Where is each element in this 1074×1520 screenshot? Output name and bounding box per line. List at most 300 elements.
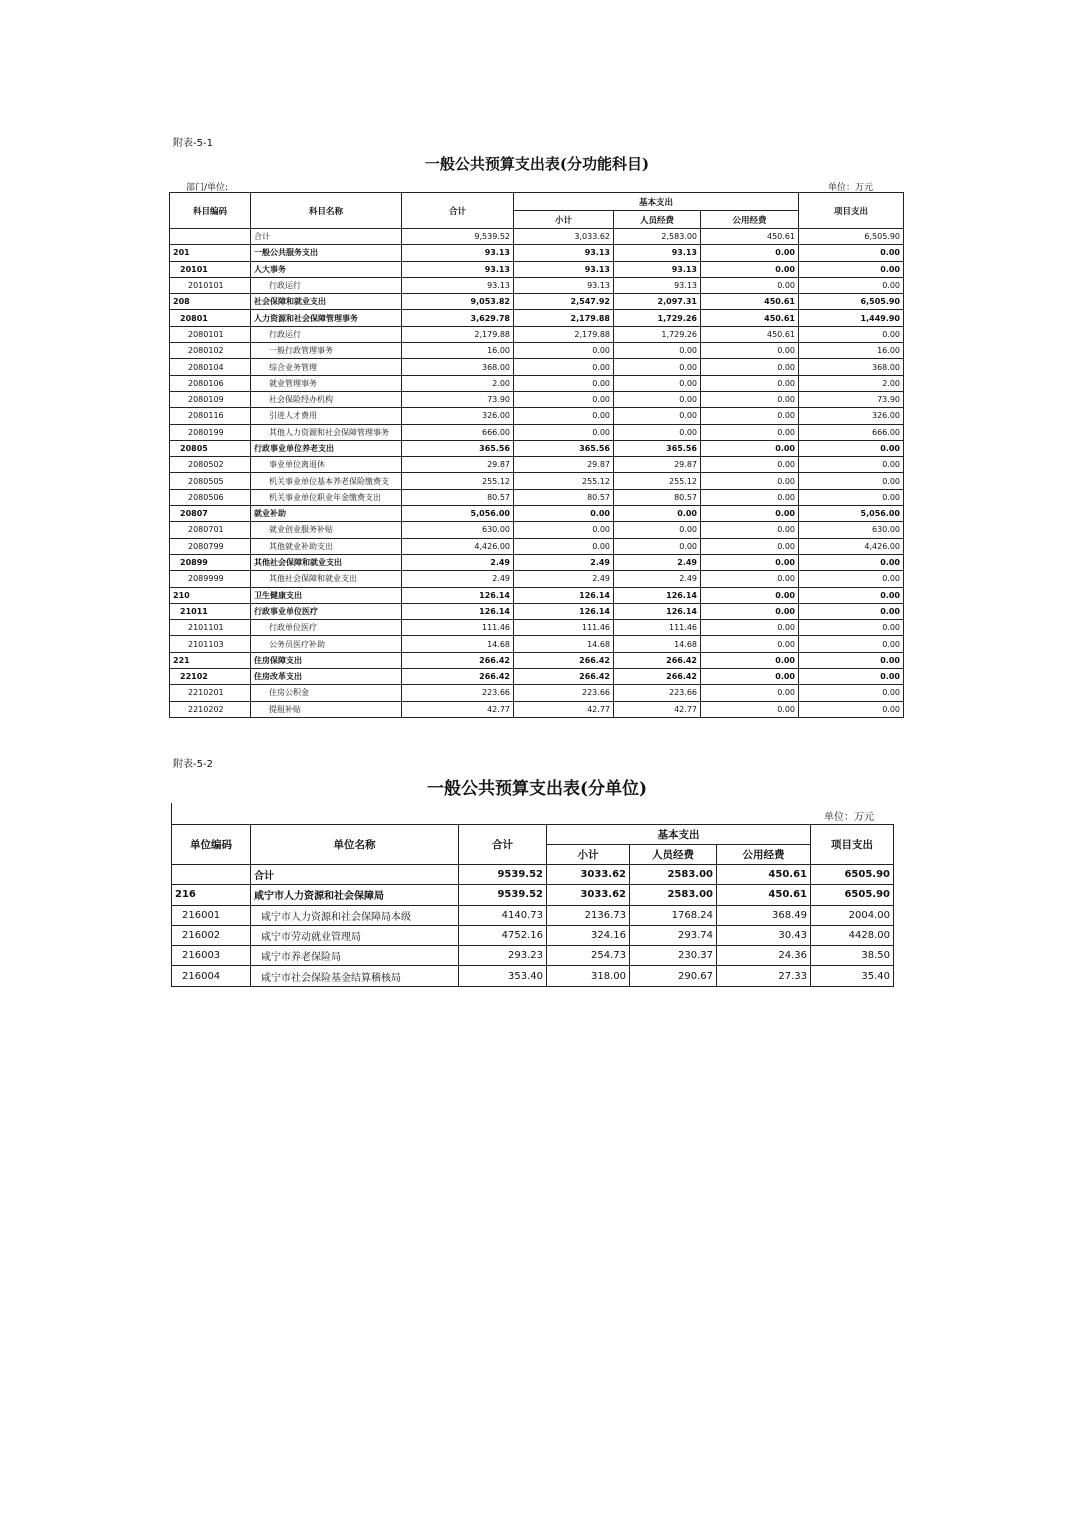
header-name: 科目名称 bbox=[251, 193, 402, 229]
project-cell: 0.00 bbox=[799, 571, 904, 587]
table-row bbox=[170, 652, 904, 668]
total-cell: 80.57 bbox=[402, 489, 514, 505]
subtotal-cell: 365.56 bbox=[514, 440, 614, 456]
name-cell: 一般行政管理事务 bbox=[251, 343, 402, 359]
table-row bbox=[170, 489, 904, 505]
code-cell: 216001 bbox=[172, 905, 251, 925]
header-name: 单位名称 bbox=[251, 825, 459, 865]
table-row bbox=[170, 506, 904, 522]
project-cell: 0.00 bbox=[799, 326, 904, 342]
code-cell: 216 bbox=[172, 885, 251, 905]
subtotal-cell: 126.14 bbox=[514, 603, 614, 619]
header-basic: 基本支出 bbox=[547, 825, 811, 845]
project-cell: 630.00 bbox=[799, 522, 904, 538]
public-cell: 0.00 bbox=[701, 375, 799, 391]
name-cell: 其他社会保障和就业支出 bbox=[251, 554, 402, 570]
table-row bbox=[170, 636, 904, 652]
project-cell: 0.00 bbox=[799, 620, 904, 636]
project-cell: 4428.00 bbox=[811, 925, 894, 945]
table-row bbox=[172, 905, 894, 925]
name-cell: 合计 bbox=[251, 865, 459, 885]
subtotal-cell: 0.00 bbox=[514, 359, 614, 375]
subtotal-cell: 0.00 bbox=[514, 391, 614, 407]
personnel-cell: 126.14 bbox=[614, 587, 701, 603]
table-row bbox=[170, 359, 904, 375]
code-cell: 20805 bbox=[170, 440, 251, 456]
subtotal-cell: 2,179.88 bbox=[514, 326, 614, 342]
public-cell: 0.00 bbox=[701, 701, 799, 717]
subtotal-cell: 255.12 bbox=[514, 473, 614, 489]
total-cell: 266.42 bbox=[402, 652, 514, 668]
subtotal-cell: 2.49 bbox=[514, 554, 614, 570]
personnel-cell: 230.37 bbox=[630, 946, 717, 966]
project-cell: 0.00 bbox=[799, 473, 904, 489]
subtotal-cell: 3033.62 bbox=[547, 865, 630, 885]
name-cell: 咸宁市社会保险基金结算稽核局 bbox=[251, 966, 459, 986]
subtotal-cell: 0.00 bbox=[514, 408, 614, 424]
total-cell: 4752.16 bbox=[459, 925, 547, 945]
public-cell: 0.00 bbox=[701, 489, 799, 505]
project-cell: 0.00 bbox=[799, 245, 904, 261]
personnel-cell: 0.00 bbox=[614, 424, 701, 440]
table-row bbox=[170, 277, 904, 293]
project-cell: 16.00 bbox=[799, 343, 904, 359]
public-cell: 0.00 bbox=[701, 603, 799, 619]
name-cell: 就业管理事务 bbox=[251, 375, 402, 391]
public-cell: 450.61 bbox=[701, 326, 799, 342]
project-cell: 6505.90 bbox=[811, 865, 894, 885]
table-row bbox=[170, 457, 904, 473]
project-cell: 0.00 bbox=[799, 669, 904, 685]
name-cell: 事业单位离退休 bbox=[251, 457, 402, 473]
total-cell: 93.13 bbox=[402, 261, 514, 277]
public-cell: 0.00 bbox=[701, 359, 799, 375]
budget-table-by-function bbox=[169, 192, 904, 718]
code-cell: 2101103 bbox=[170, 636, 251, 652]
name-cell: 住房改革支出 bbox=[251, 669, 402, 685]
header-public: 公用经费 bbox=[717, 845, 811, 865]
table-row bbox=[170, 440, 904, 456]
personnel-cell: 290.67 bbox=[630, 966, 717, 986]
personnel-cell: 14.68 bbox=[614, 636, 701, 652]
personnel-cell: 93.13 bbox=[614, 277, 701, 293]
name-cell: 住房公积金 bbox=[251, 685, 402, 701]
table1-body bbox=[170, 229, 904, 718]
name-cell: 机关事业单位基本养老保险缴费支 bbox=[251, 473, 402, 489]
personnel-cell: 2,583.00 bbox=[614, 229, 701, 245]
personnel-cell: 255.12 bbox=[614, 473, 701, 489]
project-cell: 6,505.90 bbox=[799, 294, 904, 310]
subtotal-cell: 2.49 bbox=[514, 571, 614, 587]
subtotal-cell: 93.13 bbox=[514, 245, 614, 261]
subtotal-cell: 80.57 bbox=[514, 489, 614, 505]
name-cell: 行政单位医疗 bbox=[251, 620, 402, 636]
public-cell: 0.00 bbox=[701, 391, 799, 407]
personnel-cell: 2583.00 bbox=[630, 885, 717, 905]
table-row bbox=[170, 587, 904, 603]
header-code: 科目编码 bbox=[170, 193, 251, 229]
name-cell: 合计 bbox=[251, 229, 402, 245]
code-cell: 20801 bbox=[170, 310, 251, 326]
subtotal-cell: 0.00 bbox=[514, 375, 614, 391]
code-cell: 2210201 bbox=[170, 685, 251, 701]
total-cell: 111.46 bbox=[402, 620, 514, 636]
total-cell: 126.14 bbox=[402, 603, 514, 619]
personnel-cell: 111.46 bbox=[614, 620, 701, 636]
personnel-cell: 2.49 bbox=[614, 571, 701, 587]
total-cell: 93.13 bbox=[402, 245, 514, 261]
header-code: 单位编码 bbox=[172, 825, 251, 865]
code-cell: 2080505 bbox=[170, 473, 251, 489]
total-cell: 353.40 bbox=[459, 966, 547, 986]
project-cell: 326.00 bbox=[799, 408, 904, 424]
table-row bbox=[170, 669, 904, 685]
public-cell: 450.61 bbox=[717, 865, 811, 885]
name-cell: 其他人力资源和社会保障管理事务 bbox=[251, 424, 402, 440]
public-cell: 0.00 bbox=[701, 343, 799, 359]
table-row bbox=[172, 946, 894, 966]
total-cell: 9539.52 bbox=[459, 865, 547, 885]
project-cell: 6505.90 bbox=[811, 885, 894, 905]
total-cell: 2.00 bbox=[402, 375, 514, 391]
project-cell: 35.40 bbox=[811, 966, 894, 986]
budget-table-by-unit bbox=[171, 824, 894, 987]
name-cell: 咸宁市人力资源和社会保障局本级 bbox=[251, 905, 459, 925]
project-cell: 5,056.00 bbox=[799, 506, 904, 522]
table-row bbox=[170, 571, 904, 587]
public-cell: 0.00 bbox=[701, 277, 799, 293]
personnel-cell: 29.87 bbox=[614, 457, 701, 473]
personnel-cell: 0.00 bbox=[614, 506, 701, 522]
header-subtotal: 小计 bbox=[514, 211, 614, 229]
total-cell: 16.00 bbox=[402, 343, 514, 359]
personnel-cell: 223.66 bbox=[614, 685, 701, 701]
personnel-cell: 1768.24 bbox=[630, 905, 717, 925]
header-personnel: 人员经费 bbox=[614, 211, 701, 229]
personnel-cell: 0.00 bbox=[614, 375, 701, 391]
table-row bbox=[170, 375, 904, 391]
code-cell: 2080116 bbox=[170, 408, 251, 424]
table-row bbox=[170, 701, 904, 717]
total-cell: 266.42 bbox=[402, 669, 514, 685]
table-row bbox=[172, 925, 894, 945]
total-cell: 2,179.88 bbox=[402, 326, 514, 342]
personnel-cell: 1,729.26 bbox=[614, 326, 701, 342]
personnel-cell: 293.74 bbox=[630, 925, 717, 945]
code-cell: 208 bbox=[170, 294, 251, 310]
total-cell: 326.00 bbox=[402, 408, 514, 424]
name-cell: 咸宁市养老保险局 bbox=[251, 946, 459, 966]
project-cell: 666.00 bbox=[799, 424, 904, 440]
public-cell: 0.00 bbox=[701, 261, 799, 277]
header-project: 项目支出 bbox=[811, 825, 894, 865]
code-cell bbox=[170, 229, 251, 245]
subtotal-cell: 93.13 bbox=[514, 261, 614, 277]
public-cell: 0.00 bbox=[701, 685, 799, 701]
total-cell: 223.66 bbox=[402, 685, 514, 701]
subtotal-cell: 0.00 bbox=[514, 343, 614, 359]
name-cell: 一般公共服务支出 bbox=[251, 245, 402, 261]
total-cell: 368.00 bbox=[402, 359, 514, 375]
name-cell: 其他社会保障和就业支出 bbox=[251, 571, 402, 587]
total-cell: 126.14 bbox=[402, 587, 514, 603]
project-cell: 6,505.90 bbox=[799, 229, 904, 245]
table1-title: 一般公共预算支出表(分功能科目) bbox=[424, 155, 650, 173]
total-cell: 4,426.00 bbox=[402, 538, 514, 554]
public-cell: 450.61 bbox=[701, 229, 799, 245]
code-cell: 2080104 bbox=[170, 359, 251, 375]
personnel-cell: 365.56 bbox=[614, 440, 701, 456]
table-row bbox=[170, 245, 904, 261]
header-subtotal: 小计 bbox=[547, 845, 630, 865]
subtotal-cell: 14.68 bbox=[514, 636, 614, 652]
table2-title: 一般公共预算支出表(分单位) bbox=[426, 779, 648, 799]
personnel-cell: 93.13 bbox=[614, 261, 701, 277]
total-cell: 29.87 bbox=[402, 457, 514, 473]
table-row bbox=[170, 522, 904, 538]
header-public: 公用经费 bbox=[701, 211, 799, 229]
total-cell: 3,629.78 bbox=[402, 310, 514, 326]
subtotal-cell: 126.14 bbox=[514, 587, 614, 603]
code-cell: 221 bbox=[170, 652, 251, 668]
name-cell: 人力资源和社会保障管理事务 bbox=[251, 310, 402, 326]
table-row bbox=[172, 966, 894, 986]
subtotal-cell: 223.66 bbox=[514, 685, 614, 701]
personnel-cell: 2,097.31 bbox=[614, 294, 701, 310]
total-cell: 666.00 bbox=[402, 424, 514, 440]
project-cell: 0.00 bbox=[799, 440, 904, 456]
personnel-cell: 42.77 bbox=[614, 701, 701, 717]
table-row bbox=[170, 310, 904, 326]
public-cell: 0.00 bbox=[701, 408, 799, 424]
code-cell: 2080701 bbox=[170, 522, 251, 538]
name-cell: 卫生健康支出 bbox=[251, 587, 402, 603]
project-cell: 0.00 bbox=[799, 652, 904, 668]
public-cell: 368.49 bbox=[717, 905, 811, 925]
project-cell: 2004.00 bbox=[811, 905, 894, 925]
table2-body bbox=[172, 865, 894, 987]
subtotal-cell: 0.00 bbox=[514, 538, 614, 554]
name-cell: 咸宁市人力资源和社会保障局 bbox=[251, 885, 459, 905]
code-cell: 2080199 bbox=[170, 424, 251, 440]
project-cell: 4,426.00 bbox=[799, 538, 904, 554]
code-cell: 21011 bbox=[170, 603, 251, 619]
total-cell: 9,539.52 bbox=[402, 229, 514, 245]
project-cell: 368.00 bbox=[799, 359, 904, 375]
public-cell: 0.00 bbox=[701, 554, 799, 570]
table-row bbox=[170, 229, 904, 245]
personnel-cell: 2.49 bbox=[614, 554, 701, 570]
project-cell: 2.00 bbox=[799, 375, 904, 391]
total-cell: 255.12 bbox=[402, 473, 514, 489]
project-cell: 0.00 bbox=[799, 277, 904, 293]
total-cell: 2.49 bbox=[402, 571, 514, 587]
project-cell: 0.00 bbox=[799, 587, 904, 603]
annex-label-5-1: 附表-5-1 bbox=[173, 138, 213, 149]
subtotal-cell: 2,547.92 bbox=[514, 294, 614, 310]
table-row bbox=[170, 326, 904, 342]
annex-label-5-2: 附表-5-2 bbox=[173, 759, 213, 770]
table-row bbox=[170, 391, 904, 407]
subtotal-cell: 2,179.88 bbox=[514, 310, 614, 326]
code-cell: 20899 bbox=[170, 554, 251, 570]
subtotal-cell: 266.42 bbox=[514, 652, 614, 668]
public-cell: 24.36 bbox=[717, 946, 811, 966]
personnel-cell: 126.14 bbox=[614, 603, 701, 619]
table2-unit-label: 单位：万元 bbox=[824, 812, 874, 823]
table-row bbox=[170, 603, 904, 619]
project-cell: 0.00 bbox=[799, 603, 904, 619]
table-row bbox=[170, 685, 904, 701]
total-cell: 9,053.82 bbox=[402, 294, 514, 310]
code-cell: 2080106 bbox=[170, 375, 251, 391]
table-row bbox=[170, 538, 904, 554]
code-cell: 2080102 bbox=[170, 343, 251, 359]
header-personnel: 人员经费 bbox=[630, 845, 717, 865]
total-cell: 2.49 bbox=[402, 554, 514, 570]
code-cell: 216003 bbox=[172, 946, 251, 966]
public-cell: 450.61 bbox=[701, 310, 799, 326]
name-cell: 行政运行 bbox=[251, 277, 402, 293]
total-cell: 73.90 bbox=[402, 391, 514, 407]
code-cell: 201 bbox=[170, 245, 251, 261]
subtotal-cell: 0.00 bbox=[514, 522, 614, 538]
code-cell: 2210202 bbox=[170, 701, 251, 717]
public-cell: 0.00 bbox=[701, 571, 799, 587]
table-row bbox=[170, 554, 904, 570]
project-cell: 38.50 bbox=[811, 946, 894, 966]
total-cell: 630.00 bbox=[402, 522, 514, 538]
personnel-cell: 0.00 bbox=[614, 522, 701, 538]
subtotal-cell: 2136.73 bbox=[547, 905, 630, 925]
table-row bbox=[170, 408, 904, 424]
subtotal-cell: 318.00 bbox=[547, 966, 630, 986]
code-cell: 2080506 bbox=[170, 489, 251, 505]
code-cell: 2080799 bbox=[170, 538, 251, 554]
name-cell: 咸宁市劳动就业管理局 bbox=[251, 925, 459, 945]
public-cell: 0.00 bbox=[701, 669, 799, 685]
public-cell: 0.00 bbox=[701, 652, 799, 668]
personnel-cell: 0.00 bbox=[614, 408, 701, 424]
name-cell: 社会保障和就业支出 bbox=[251, 294, 402, 310]
public-cell: 0.00 bbox=[701, 473, 799, 489]
total-cell: 42.77 bbox=[402, 701, 514, 717]
code-cell bbox=[172, 865, 251, 885]
project-cell: 0.00 bbox=[799, 685, 904, 701]
code-cell: 20101 bbox=[170, 261, 251, 277]
code-cell: 216002 bbox=[172, 925, 251, 945]
code-cell: 20807 bbox=[170, 506, 251, 522]
name-cell: 行政事业单位医疗 bbox=[251, 603, 402, 619]
subtotal-cell: 0.00 bbox=[514, 424, 614, 440]
code-cell: 210 bbox=[170, 587, 251, 603]
name-cell: 提租补贴 bbox=[251, 701, 402, 717]
name-cell: 社会保险经办机构 bbox=[251, 391, 402, 407]
project-cell: 0.00 bbox=[799, 457, 904, 473]
project-cell: 1,449.90 bbox=[799, 310, 904, 326]
code-cell: 22102 bbox=[170, 669, 251, 685]
table-row bbox=[170, 424, 904, 440]
project-cell: 0.00 bbox=[799, 701, 904, 717]
header-total: 合计 bbox=[402, 193, 514, 229]
subtotal-cell: 93.13 bbox=[514, 277, 614, 293]
code-cell: 216004 bbox=[172, 966, 251, 986]
public-cell: 0.00 bbox=[701, 245, 799, 261]
subtotal-cell: 3,033.62 bbox=[514, 229, 614, 245]
personnel-cell: 266.42 bbox=[614, 652, 701, 668]
personnel-cell: 80.57 bbox=[614, 489, 701, 505]
code-cell: 2010101 bbox=[170, 277, 251, 293]
subtotal-cell: 324.16 bbox=[547, 925, 630, 945]
public-cell: 0.00 bbox=[701, 636, 799, 652]
code-cell: 2089999 bbox=[170, 571, 251, 587]
personnel-cell: 0.00 bbox=[614, 538, 701, 554]
public-cell: 0.00 bbox=[701, 587, 799, 603]
name-cell: 就业补助 bbox=[251, 506, 402, 522]
table-row bbox=[172, 885, 894, 905]
project-cell: 73.90 bbox=[799, 391, 904, 407]
total-cell: 4140.73 bbox=[459, 905, 547, 925]
total-cell: 365.56 bbox=[402, 440, 514, 456]
table-row bbox=[170, 261, 904, 277]
public-cell: 0.00 bbox=[701, 506, 799, 522]
code-cell: 2101101 bbox=[170, 620, 251, 636]
dept-label: 部门/单位: bbox=[186, 183, 229, 193]
code-cell: 2080101 bbox=[170, 326, 251, 342]
personnel-cell: 2583.00 bbox=[630, 865, 717, 885]
table1-unit-label: 单位：万元 bbox=[828, 183, 874, 193]
subtotal-cell: 42.77 bbox=[514, 701, 614, 717]
project-cell: 0.00 bbox=[799, 554, 904, 570]
total-cell: 5,056.00 bbox=[402, 506, 514, 522]
public-cell: 0.00 bbox=[701, 620, 799, 636]
name-cell: 行政事业单位养老支出 bbox=[251, 440, 402, 456]
name-cell: 公务员医疗补助 bbox=[251, 636, 402, 652]
name-cell: 引进人才费用 bbox=[251, 408, 402, 424]
name-cell: 人大事务 bbox=[251, 261, 402, 277]
project-cell: 0.00 bbox=[799, 636, 904, 652]
subtotal-cell: 29.87 bbox=[514, 457, 614, 473]
table-row bbox=[172, 865, 894, 885]
public-cell: 27.33 bbox=[717, 966, 811, 986]
subtotal-cell: 3033.62 bbox=[547, 885, 630, 905]
table2-left-rule bbox=[171, 803, 172, 825]
total-cell: 14.68 bbox=[402, 636, 514, 652]
public-cell: 0.00 bbox=[701, 538, 799, 554]
header-basic: 基本支出 bbox=[514, 193, 799, 211]
name-cell: 其他就业补助支出 bbox=[251, 538, 402, 554]
total-cell: 9539.52 bbox=[459, 885, 547, 905]
public-cell: 450.61 bbox=[701, 294, 799, 310]
personnel-cell: 266.42 bbox=[614, 669, 701, 685]
personnel-cell: 1,729.26 bbox=[614, 310, 701, 326]
name-cell: 行政运行 bbox=[251, 326, 402, 342]
name-cell: 综合业务管理 bbox=[251, 359, 402, 375]
table-row bbox=[170, 294, 904, 310]
name-cell: 住房保障支出 bbox=[251, 652, 402, 668]
table-row bbox=[170, 620, 904, 636]
public-cell: 0.00 bbox=[701, 424, 799, 440]
header-project: 项目支出 bbox=[799, 193, 904, 229]
personnel-cell: 0.00 bbox=[614, 391, 701, 407]
total-cell: 93.13 bbox=[402, 277, 514, 293]
public-cell: 450.61 bbox=[717, 885, 811, 905]
name-cell: 就业创业服务补贴 bbox=[251, 522, 402, 538]
personnel-cell: 0.00 bbox=[614, 359, 701, 375]
subtotal-cell: 254.73 bbox=[547, 946, 630, 966]
public-cell: 0.00 bbox=[701, 440, 799, 456]
public-cell: 30.43 bbox=[717, 925, 811, 945]
